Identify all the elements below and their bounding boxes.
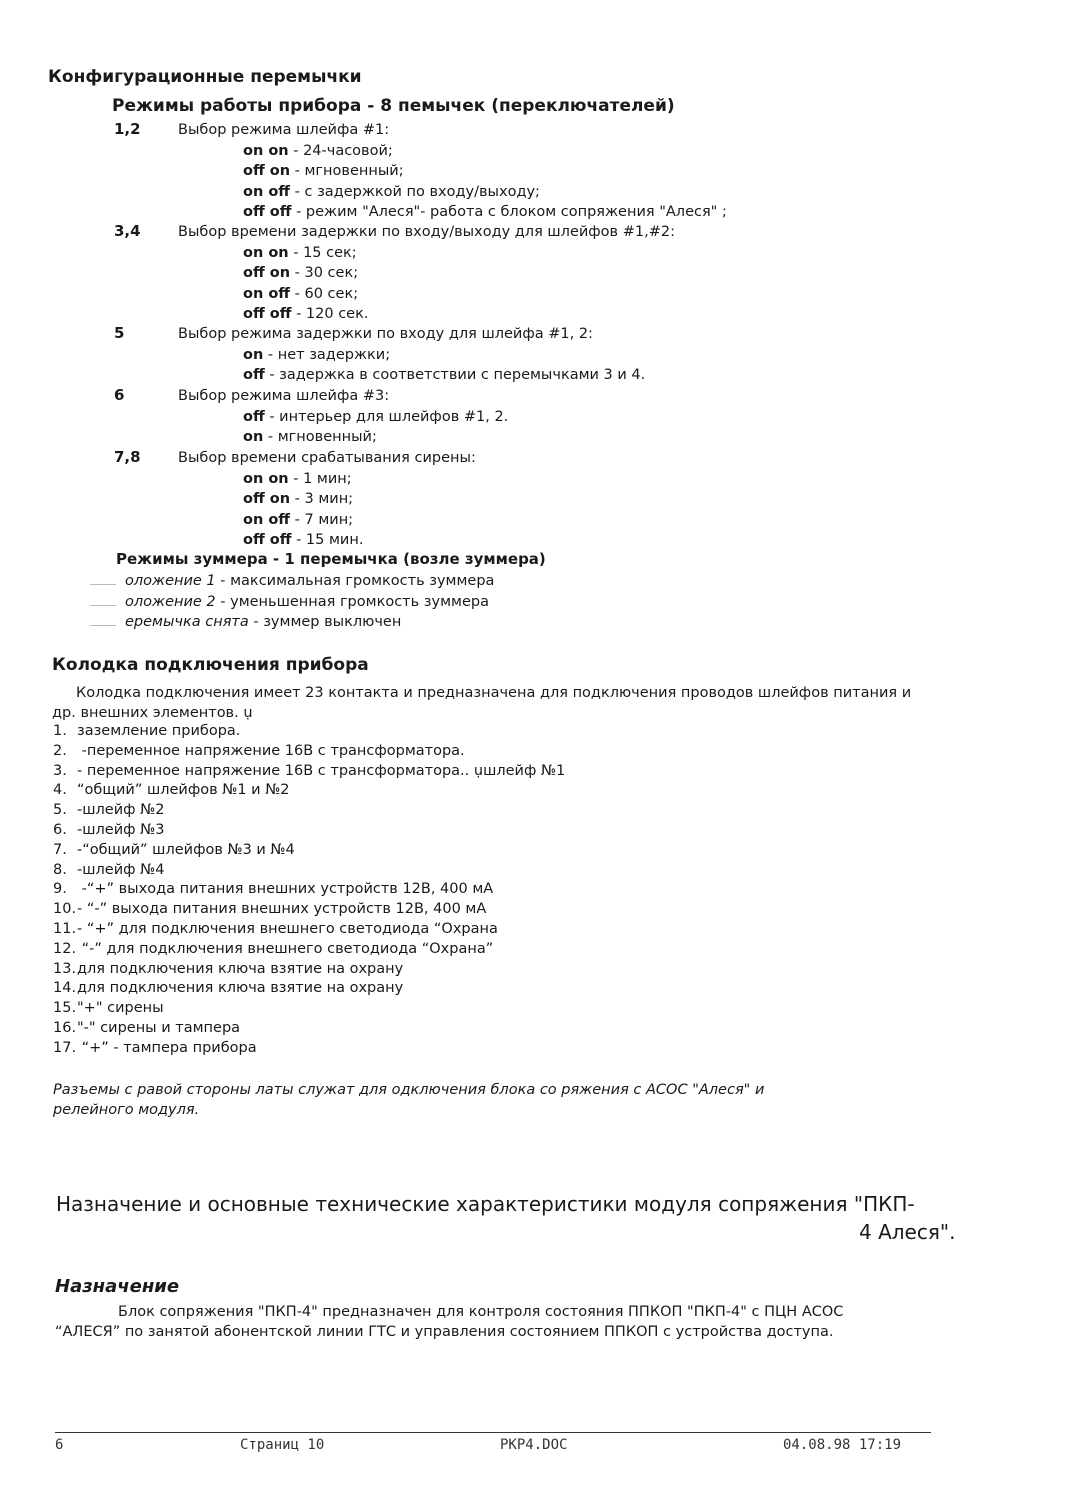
jumper-option-code: on on bbox=[243, 244, 289, 261]
terminal-item-number: 14. bbox=[53, 980, 77, 997]
jumper-option bbox=[243, 530, 363, 550]
jumper-label: 5 bbox=[114, 324, 125, 342]
terminal-item-number: 6. bbox=[53, 822, 67, 838]
terminal-item-text: для подключения ключа взятие на охрану bbox=[77, 960, 404, 977]
jumper-option bbox=[243, 161, 404, 181]
terminal-item-number: 10. bbox=[53, 901, 77, 918]
config-heading: Конфигурационные перемычки bbox=[48, 67, 362, 87]
jumper-option bbox=[243, 345, 390, 365]
terminal-item bbox=[53, 723, 240, 739]
jumper-option-code: off on bbox=[243, 491, 291, 507]
jumper-description: Выбор режима задержки по входу для шлейфа #1, 2: bbox=[178, 326, 593, 342]
terminal-item bbox=[53, 763, 565, 779]
terminal-item-number: 17. bbox=[53, 1039, 77, 1056]
buzzer-item-text: - максимальная громкость зуммера bbox=[215, 573, 495, 589]
jumper-description: Выбор режима шлейфа #1: bbox=[178, 122, 390, 138]
terminal-item-text: -“общий” шлейфов №3 и №4 bbox=[77, 841, 295, 858]
terminal-item-text: -шлейф №3 bbox=[77, 822, 165, 838]
terminal-item-text: для подключения ключа взятие на охрану bbox=[77, 980, 404, 997]
terminal-item-text: “-” для подключения внешнего светодиода “Охрана” bbox=[77, 940, 494, 957]
terminal-item-number: 3. bbox=[53, 762, 67, 779]
connectors-note-line2: релейного модуля. bbox=[53, 1102, 200, 1118]
terminal-item-text: - “+” для подключения внешнего светодиода “Охрана bbox=[77, 921, 498, 937]
modes-heading: Режимы работы прибора - 8 пемычек (переключателей) bbox=[112, 96, 675, 116]
jumper-option bbox=[243, 365, 645, 385]
footer-filename: PKP4.DOC bbox=[500, 1437, 568, 1453]
buzzer-heading: Режимы зуммера - 1 перемычка (возле зуммера) bbox=[116, 550, 546, 568]
jumper-option-text: - 3 мин; bbox=[290, 491, 354, 507]
terminal-intro-line2: др. внешних элементов. ụ bbox=[52, 705, 253, 721]
buzzer-item-text: - уменьшенная громкость зуммера bbox=[215, 593, 489, 610]
jumper-option-code: on off bbox=[243, 183, 291, 200]
jumper-option-text: - 15 сек; bbox=[288, 244, 357, 261]
terminal-item-number: 12. bbox=[53, 940, 77, 957]
jumper-label: 3,4 bbox=[114, 222, 141, 240]
terminal-item bbox=[53, 901, 486, 917]
terminal-item bbox=[53, 1040, 257, 1056]
jumper-option bbox=[243, 263, 358, 283]
terminal-item-text: -“+” выхода питания внешних устройств 12В, 400 мА bbox=[77, 881, 494, 898]
terminal-item bbox=[53, 1020, 240, 1036]
terminal-item-text: “+” - тампера прибора bbox=[77, 1039, 257, 1056]
jumper-description: Выбор времени срабатывания сирены: bbox=[178, 450, 476, 466]
jumper-option bbox=[243, 182, 540, 202]
buzzer-item bbox=[125, 592, 489, 612]
jumper-option-code: on bbox=[243, 346, 264, 363]
buzzer-item bbox=[125, 612, 401, 632]
jumper-option-text: - режим "Алеся"- работа с блоком сопряжения "Алеся" ; bbox=[291, 204, 727, 220]
terminal-item-number: 13. bbox=[53, 960, 77, 977]
module-title-line2: 4 Алеся". bbox=[859, 1220, 956, 1244]
terminal-item bbox=[53, 862, 164, 878]
jumper-option-text: - 7 мин; bbox=[290, 511, 354, 528]
terminal-item-text: “общий” шлейфов №1 и №2 bbox=[77, 782, 290, 799]
jumper-description: Выбор времени задержки по входу/выходу для шлейфов #1,#2: bbox=[178, 224, 675, 240]
terminal-item bbox=[53, 921, 498, 937]
jumper-option bbox=[243, 427, 377, 447]
buzzer-dash bbox=[90, 625, 116, 626]
jumper-label: 7,8 bbox=[114, 448, 141, 466]
buzzer-item-position: оложение 2 bbox=[125, 593, 216, 610]
jumper-option bbox=[243, 304, 368, 324]
jumper-option-text: - 1 мин; bbox=[288, 470, 352, 487]
jumper-option-text: - с задержкой по входу/выходу; bbox=[290, 183, 540, 200]
buzzer-item-text: - зуммер выключен bbox=[248, 614, 402, 630]
jumper-option-text: - 120 сек. bbox=[291, 306, 369, 322]
terminal-item bbox=[53, 743, 465, 759]
jumper-option-text: - 60 сек; bbox=[290, 285, 359, 302]
jumper-option-code: off bbox=[243, 408, 265, 425]
terminal-item-number: 5. bbox=[53, 802, 67, 819]
purpose-body-line2: “АЛЕСЯ” по занятой абонентской линии ГТС и управления состоянием ППКОП с устройства доступа. bbox=[55, 1324, 834, 1340]
terminal-item-text: - переменное напряжение 16В с трансформатора.. ụшлейф №1 bbox=[77, 762, 566, 779]
jumper-label: 1,2 bbox=[114, 120, 141, 138]
terminal-item bbox=[53, 802, 164, 818]
buzzer-item bbox=[125, 571, 494, 591]
terminal-item bbox=[53, 782, 290, 798]
terminal-item bbox=[53, 941, 493, 957]
terminal-item-number: 16. bbox=[53, 1020, 77, 1036]
buzzer-dash bbox=[90, 584, 116, 585]
terminal-heading: Колодка подключения прибора bbox=[52, 655, 369, 675]
terminal-item-number: 9. bbox=[53, 881, 67, 898]
jumper-option-code: on off bbox=[243, 511, 291, 528]
purpose-subheading: Назначение bbox=[55, 1276, 180, 1297]
jumper-option-code: off off bbox=[243, 204, 292, 220]
jumper-option-code: on bbox=[243, 429, 264, 445]
terminal-item-text: -переменное напряжение 16В с трансформатора. bbox=[77, 742, 465, 759]
jumper-option bbox=[243, 202, 727, 222]
module-title-line1: Назначение и основные технические характеристики модуля сопряжения "ПКП- bbox=[56, 1192, 915, 1216]
jumper-option bbox=[243, 407, 508, 427]
terminal-item bbox=[53, 822, 164, 838]
jumper-option-code: off bbox=[243, 367, 265, 383]
terminal-item-number: 7. bbox=[53, 841, 67, 858]
jumper-option-text: - нет задержки; bbox=[263, 346, 391, 363]
buzzer-dash bbox=[90, 605, 116, 606]
footer-rule bbox=[55, 1432, 931, 1433]
jumper-option-code: off off bbox=[243, 532, 292, 548]
terminal-item bbox=[53, 980, 403, 996]
terminal-item-number: 15. bbox=[53, 1000, 77, 1017]
terminal-item-number: 4. bbox=[53, 782, 67, 799]
terminal-item-text: -шлейф №2 bbox=[77, 802, 165, 819]
jumper-option-text: - 30 сек; bbox=[290, 265, 359, 281]
jumper-option-code: on off bbox=[243, 285, 291, 302]
terminal-item-number: 2. bbox=[53, 742, 67, 759]
terminal-item-text: "+" сирены bbox=[77, 1000, 164, 1017]
jumper-option-code: off off bbox=[243, 306, 292, 322]
jumper-option-code: off on bbox=[243, 265, 291, 281]
terminal-intro-line1: Колодка подключения имеет 23 контакта и предназначена для подключения проводов шлейфов питания и bbox=[76, 685, 912, 701]
jumper-option bbox=[243, 141, 393, 161]
jumper-option-code: on on bbox=[243, 470, 289, 487]
terminal-item bbox=[53, 1000, 164, 1016]
jumper-option-text: - мгновенный; bbox=[263, 429, 377, 445]
jumper-option bbox=[243, 284, 358, 304]
terminal-item-number: 1. bbox=[53, 723, 67, 739]
terminal-item bbox=[53, 842, 295, 858]
jumper-option-text: - 15 мин. bbox=[291, 532, 364, 548]
terminal-item-number: 11. bbox=[53, 921, 77, 937]
jumper-option bbox=[243, 510, 353, 530]
jumper-option-code: on on bbox=[243, 142, 289, 159]
jumper-option bbox=[243, 469, 352, 489]
terminal-item-text: -шлейф №4 bbox=[77, 861, 165, 878]
jumper-option-text: - мгновенный; bbox=[290, 163, 404, 179]
terminal-item-number: 8. bbox=[53, 861, 67, 878]
jumper-option-code: off on bbox=[243, 163, 291, 179]
jumper-option-text: - задержка в соответствии с перемычками 3 и 4. bbox=[264, 367, 646, 383]
connectors-note-line1: Разъемы с равой стороны латы служат для одключения блока со ряжения с АСОС "Алеся" и bbox=[53, 1082, 765, 1098]
jumper-option-text: - интерьер для шлейфов #1, 2. bbox=[264, 408, 509, 425]
jumper-option-text: - 24-часовой; bbox=[288, 142, 393, 159]
purpose-body-line1: Блок сопряжения "ПКП-4" предназначен для контроля состояния ППКОП "ПКП-4" с ПЦН АСОС bbox=[118, 1304, 844, 1320]
buzzer-item-position: оложение 1 bbox=[125, 573, 216, 589]
jumper-label: 6 bbox=[114, 386, 125, 404]
jumper-option bbox=[243, 243, 357, 263]
terminal-item-text: заземление прибора. bbox=[77, 723, 241, 739]
terminal-item bbox=[53, 881, 493, 897]
terminal-item bbox=[53, 961, 403, 977]
terminal-item-text: "-" сирены и тампера bbox=[77, 1020, 241, 1036]
footer-datetime: 04.08.98 17:19 bbox=[783, 1437, 902, 1453]
terminal-item-text: - “-” выхода питания внешних устройств 12В, 400 мА bbox=[77, 901, 487, 918]
footer-page-count: Страниц 10 bbox=[240, 1437, 325, 1453]
buzzer-item-position: еремычка снята bbox=[125, 614, 249, 630]
footer-page-number: 6 bbox=[55, 1437, 64, 1453]
jumper-description: Выбор режима шлейфа #3: bbox=[178, 388, 390, 404]
jumper-option bbox=[243, 489, 353, 509]
